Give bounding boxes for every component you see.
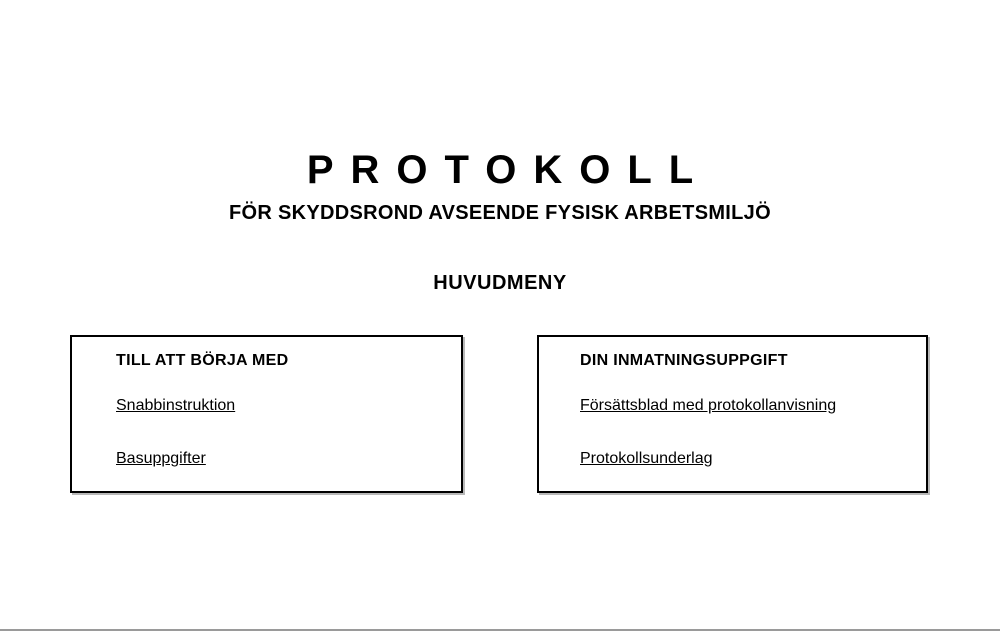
panel-heading: TILL ATT BÖRJA MED (116, 352, 289, 369)
main-menu-heading: HUVUDMENY (433, 272, 567, 294)
page-bottom-rule (0, 629, 1000, 631)
panel-till-att-borja-med (70, 335, 463, 493)
link-protokollsunderlag[interactable]: Protokollsunderlag (580, 450, 713, 467)
link-basuppgifter[interactable]: Basuppgifter (116, 450, 206, 467)
link-forsattsblad-med-protokollanvisning[interactable]: Försättsblad med protokollanvisning (580, 397, 837, 414)
page-subtitle: FÖR SKYDDSROND AVSEENDE FYSISK ARBETSMILJÖ (229, 202, 771, 224)
panel-din-inmatningsuppgift (537, 335, 928, 493)
page-title: PROTOKOLL (306, 148, 711, 192)
panel-heading: DIN INMATNINGSUPPGIFT (580, 352, 788, 369)
link-snabbinstruktion[interactable]: Snabbinstruktion (116, 397, 236, 414)
